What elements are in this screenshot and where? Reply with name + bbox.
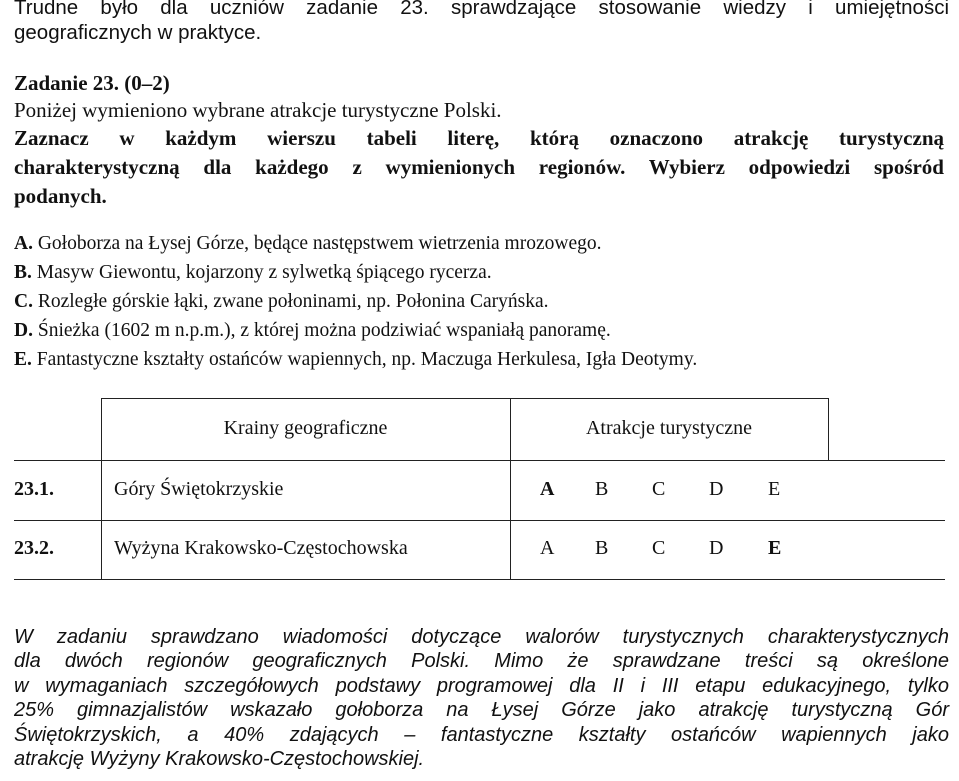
table-header-box xyxy=(101,398,829,461)
option-text: Gołoborza na Łysej Górze, będące następstwem wietrzenia mrozowego. xyxy=(37,233,602,254)
table-header-divider xyxy=(510,398,511,460)
task-heading: Zadanie 23. (0–2) xyxy=(14,71,170,95)
answer-letter[interactable]: E xyxy=(768,537,782,559)
summary-line: Świętokrzyskich, a 40% zdających – fantastyczne kształty ostańców wapiennych jako xyxy=(14,723,949,746)
summary-line: dla dwóch regionów geograficznych Polski. Mimo że sprawdzane treści są określone xyxy=(14,650,949,673)
intro-text xyxy=(14,0,949,20)
option-text: Masyw Giewontu, kojarzony z sylwetką śpiącego rycerza. xyxy=(36,262,492,283)
summary-line: 25% gimnazjalistów wskazało gołoborza na Łysej Górze jako atrakcję turystyczną Gór xyxy=(14,699,949,722)
answer-letter[interactable]: C xyxy=(652,478,666,500)
answer-letter[interactable]: C xyxy=(652,537,666,559)
summary-line: w wymaganiach szczegółowych podstawy programowej dla II i III etapu edukacyjnego, tylko xyxy=(14,674,949,697)
answer-letter[interactable]: E xyxy=(768,478,781,500)
answer-letter[interactable]: A xyxy=(540,478,555,500)
answer-letter[interactable]: D xyxy=(709,478,724,500)
table-column-line xyxy=(101,460,102,580)
answer-letter[interactable]: B xyxy=(595,478,609,500)
answer-letter[interactable]: D xyxy=(709,537,724,559)
option-letter: A. xyxy=(14,233,33,254)
option-letter: C. xyxy=(14,291,33,312)
summary-line: atrakcję Wyżyny Krakowsko-Częstochowskiej. xyxy=(14,747,425,770)
option-text: Śnieżka (1602 m n.p.m.), z której można podziwiać wspaniałą panoramę. xyxy=(37,320,611,341)
task-instruction-line-2: charakterystyczną dla każdego z wymienionych regionów. Wybierz odpowiedzi spośród xyxy=(14,155,944,179)
answer-letter[interactable]: A xyxy=(540,537,555,559)
row-number: 23.1. xyxy=(14,478,54,500)
task-instruction-line-1: Zaznacz w każdym wierszu tabeli literę, którą oznaczono atrakcję turystyczną xyxy=(14,126,944,150)
row-number: 23.2. xyxy=(14,537,54,559)
table-line xyxy=(14,460,945,461)
summary-line: W zadaniu sprawdzano wiadomości dotyczące walorów turystycznych charakterystycznych xyxy=(14,626,949,648)
intro-line-1: Trudne było dla uczniów zadanie 23. sprawdzające stosowanie wiedzy i umiejętności xyxy=(14,0,949,19)
header-regions: Krainy geograficzne xyxy=(223,417,388,439)
option-e xyxy=(14,349,697,371)
task-intro-line: Poniżej wymieniono wybrane atrakcje turystyczne Polski. xyxy=(14,98,502,122)
option-a xyxy=(14,233,602,255)
option-text: Rozległe górskie łąki, zwane połoninami, np. Połonina Caryńska. xyxy=(37,291,549,312)
table-line xyxy=(14,579,945,580)
option-c xyxy=(14,291,549,313)
table-line xyxy=(14,520,945,521)
option-letter: D. xyxy=(14,320,33,341)
row-region: Góry Świętokrzyskie xyxy=(114,478,284,500)
header-attractions: Atrakcje turystyczne xyxy=(585,417,753,439)
option-letter: B. xyxy=(14,262,32,283)
intro-line-2: geograficznych w praktyce. xyxy=(14,21,262,44)
table-column-line xyxy=(510,460,511,580)
summary-paragraph xyxy=(14,625,949,771)
row-region: Wyżyna Krakowsko-Częstochowska xyxy=(114,537,408,559)
task-instruction-line-3: podanych. xyxy=(14,184,107,208)
option-letter: E. xyxy=(14,349,32,370)
answer-letter[interactable]: B xyxy=(595,537,609,559)
option-text: Fantastyczne kształty ostańców wapiennych, np. Maczuga Herkulesa, Igła Deotymy. xyxy=(36,349,698,370)
option-d xyxy=(14,320,611,342)
option-b xyxy=(14,262,492,284)
